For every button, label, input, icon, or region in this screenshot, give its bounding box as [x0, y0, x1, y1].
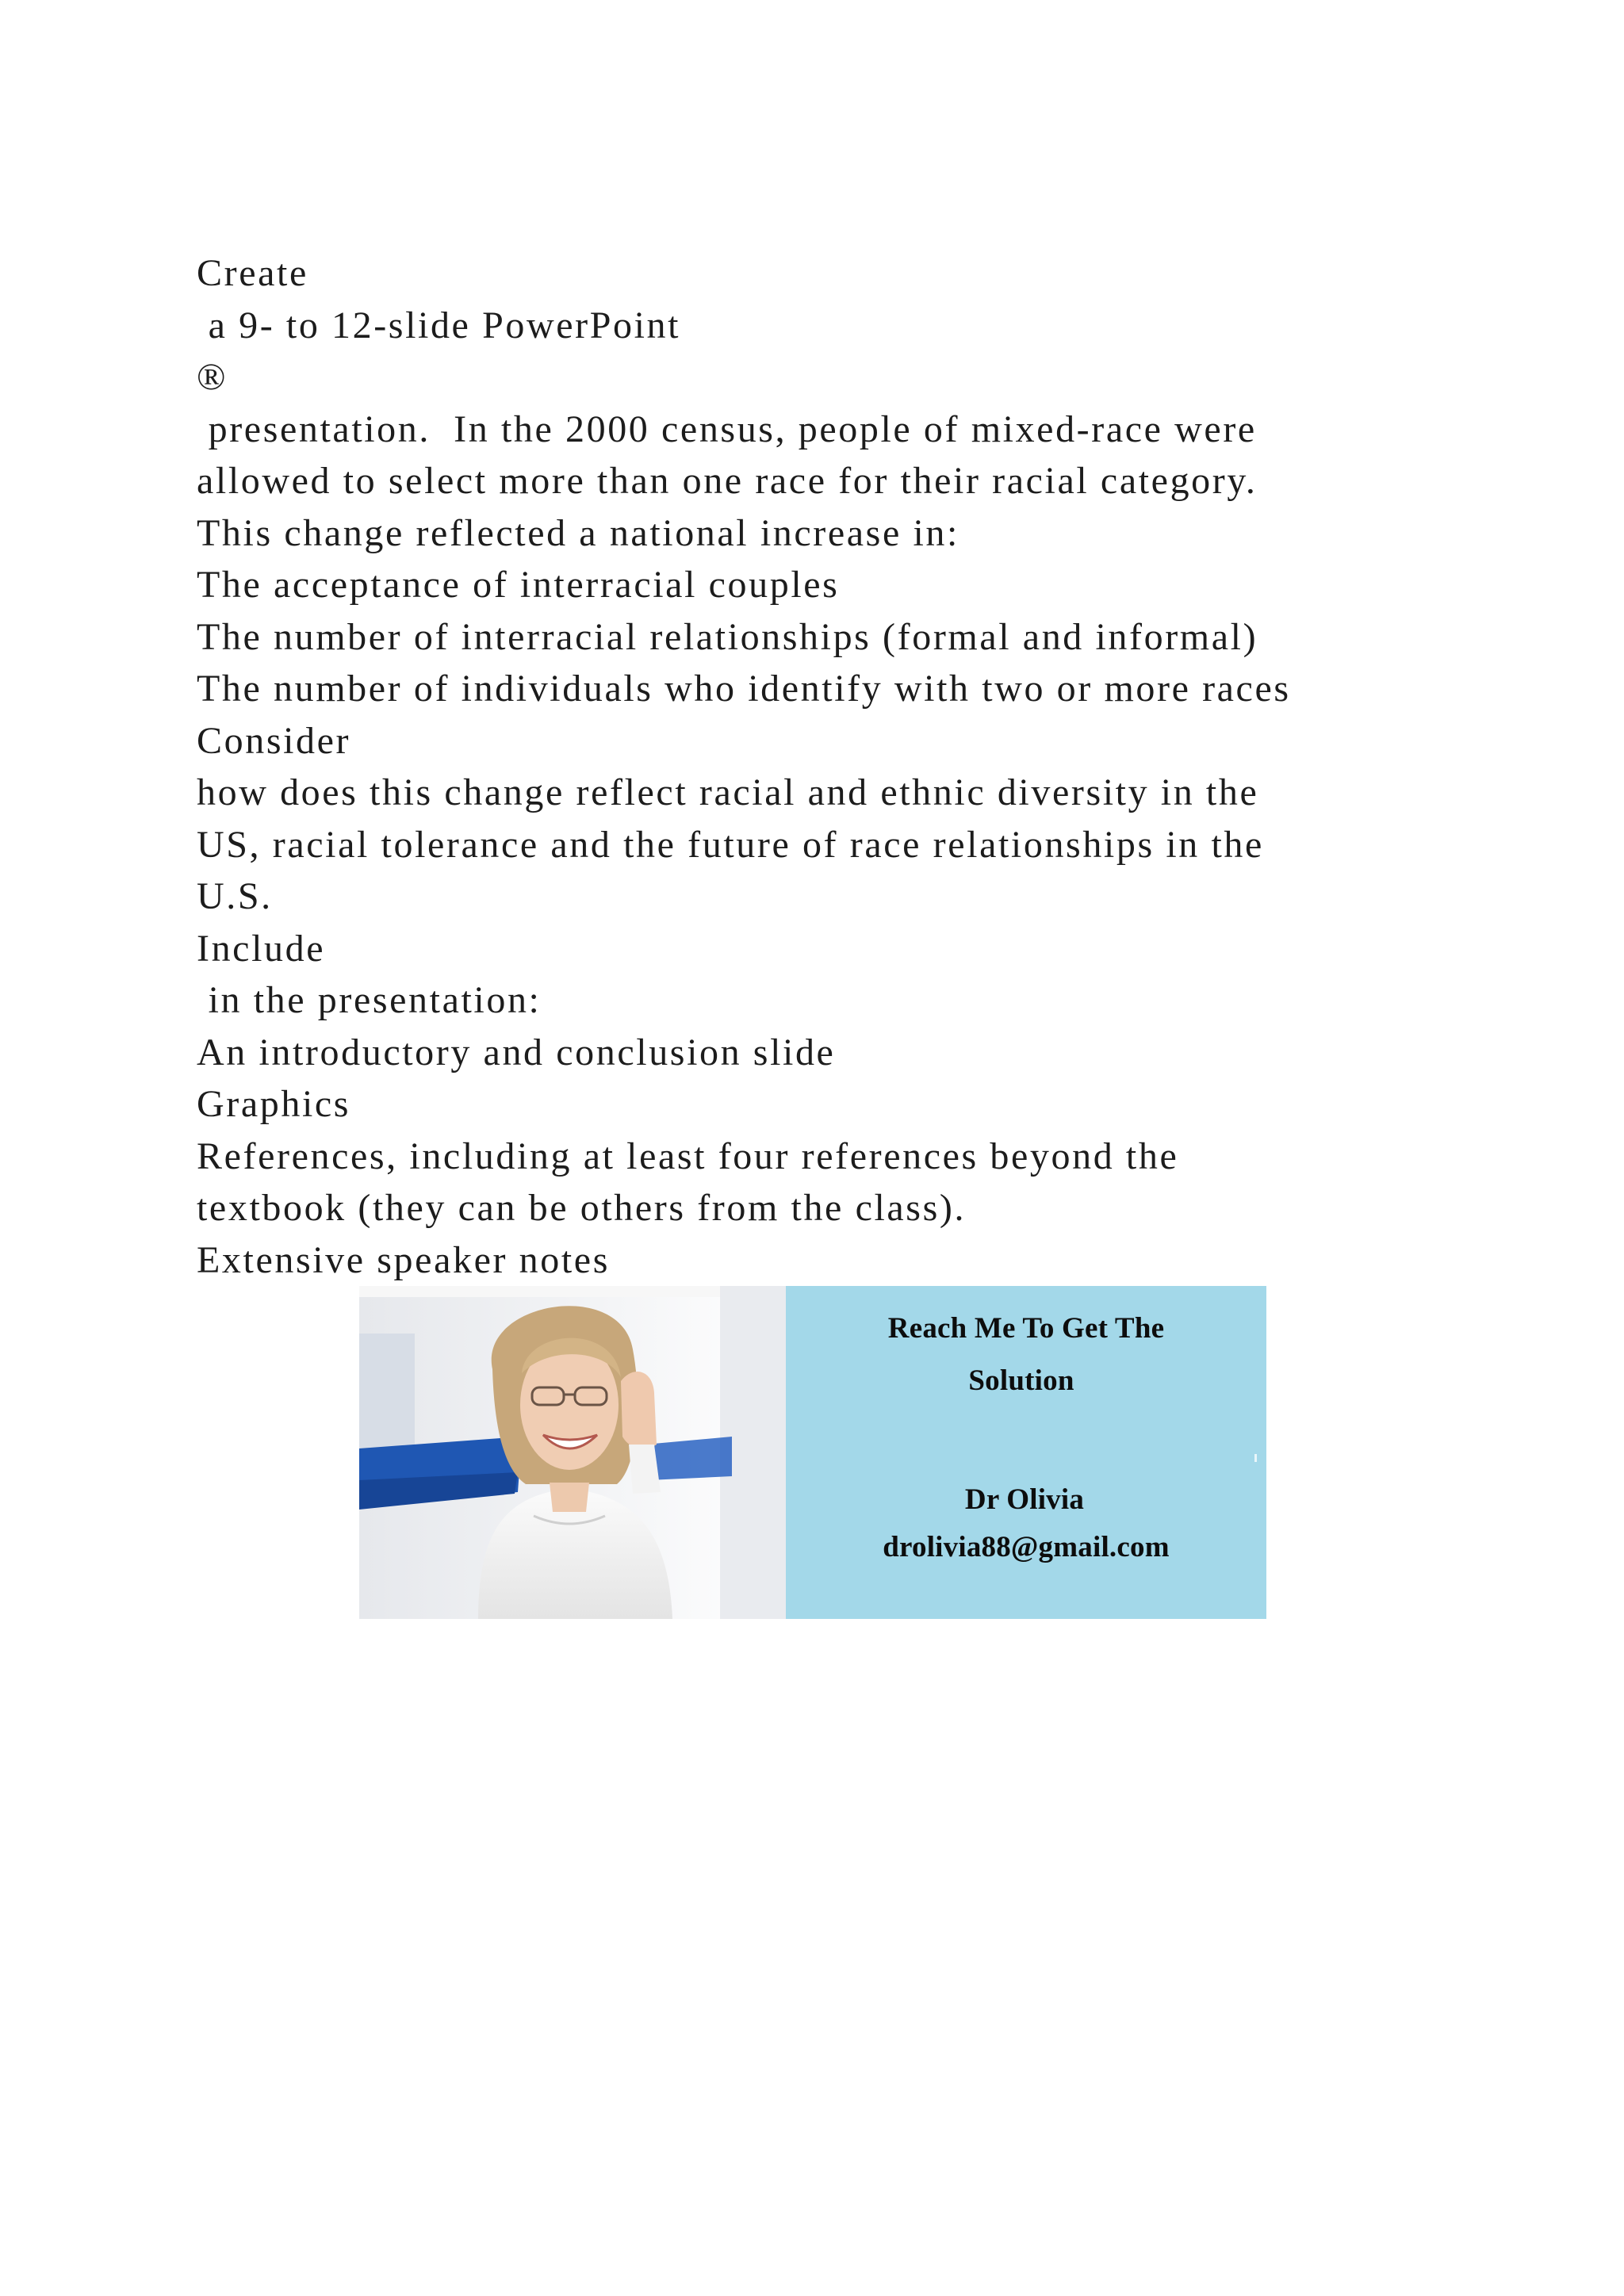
text-line: allowed to select more than one race for their racial category.	[197, 460, 1258, 502]
text-line: Create	[197, 252, 308, 294]
assignment-text	[197, 247, 1481, 1286]
contact-ad-banner	[359, 1286, 1266, 1619]
text-line: The number of individuals who identify with two or more races	[197, 668, 1291, 710]
text-line: This change reflected a national increase in:	[197, 511, 959, 554]
woman-photo	[359, 1286, 786, 1619]
text-line: An introductory and conclusion slide	[197, 1031, 836, 1073]
text-line: ®	[197, 356, 228, 398]
text-line: Graphics	[197, 1083, 351, 1125]
text-line: The acceptance of interracial couples	[197, 564, 840, 606]
text-line: how does this change reflect racial and ethnic diversity in the	[197, 771, 1259, 813]
woman-photo-illustration	[359, 1286, 786, 1619]
text-line: References, including at least four references beyond the	[197, 1135, 1179, 1177]
text-line: textbook (they can be others from the class).	[197, 1187, 967, 1229]
text-line: Consider	[197, 719, 351, 762]
contact-panel	[786, 1286, 1266, 1619]
text-line: Include	[197, 927, 326, 970]
text-line: in the presentation:	[197, 979, 542, 1021]
ad-contact-email: drolivia88@gmail.com	[883, 1531, 1170, 1563]
text-line: U.S.	[197, 875, 273, 917]
ad-headline-line1: Reach Me To Get The	[887, 1312, 1165, 1345]
text-line: presentation. In the 2000 census, people of mixed-race were	[197, 408, 1257, 450]
ad-contact-name: Dr Olivia	[964, 1483, 1085, 1516]
text-line: Extensive speaker notes	[197, 1238, 610, 1281]
text-line: US, racial tolerance and the future of race relationships in the	[197, 823, 1264, 866]
ad-headline-line2: Solution	[968, 1364, 1074, 1397]
decorative-dot	[1254, 1454, 1257, 1462]
text-line: a 9- to 12-slide PowerPoint	[197, 304, 681, 346]
text-line: The number of interracial relationships (formal and informal)	[197, 615, 1258, 658]
